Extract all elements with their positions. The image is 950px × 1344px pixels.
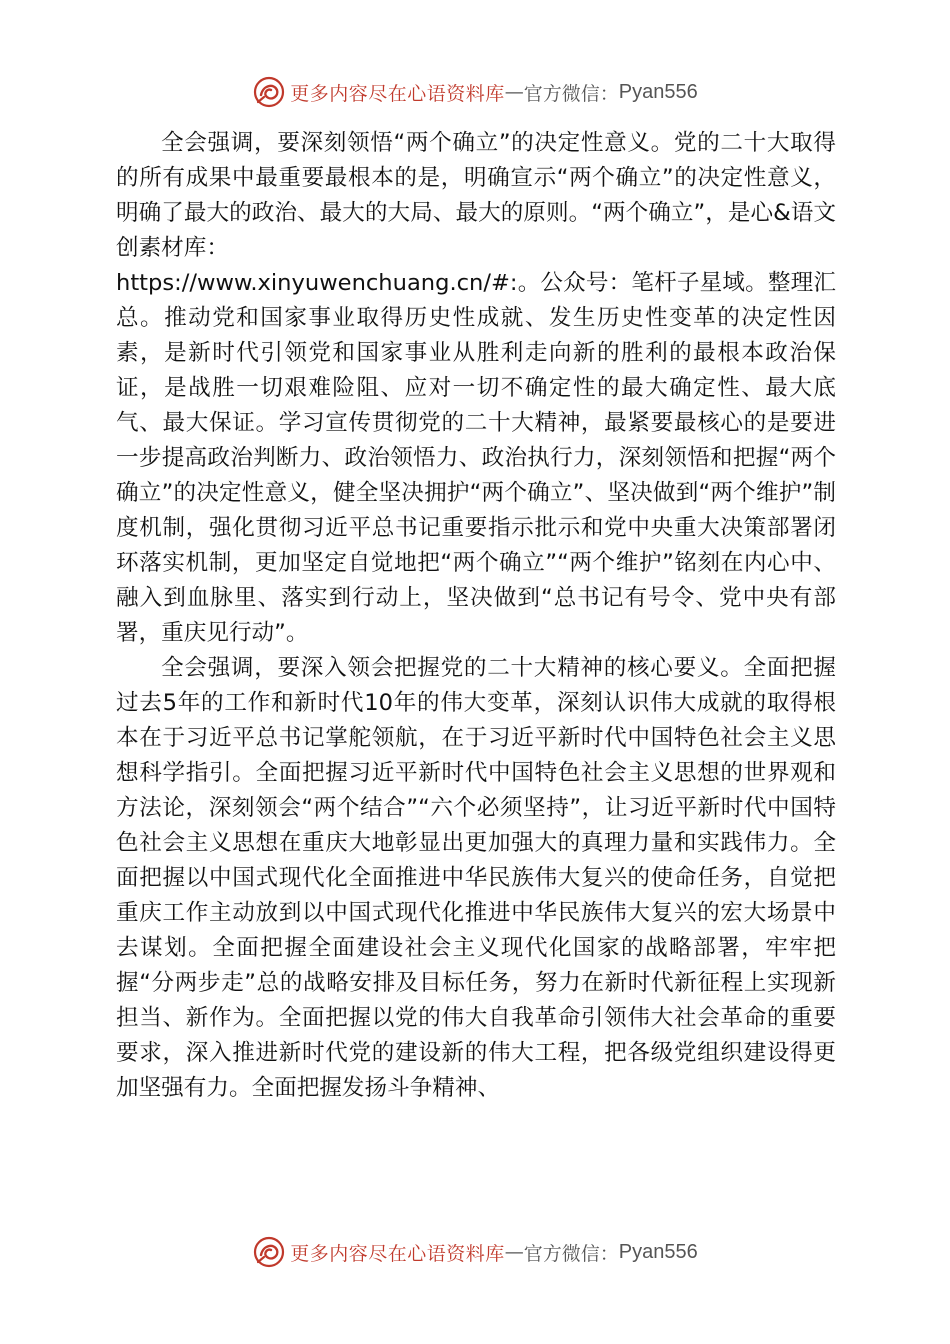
banner-separator: — — [504, 81, 524, 103]
paragraph-3: 全会强调，要深入领会把握党的二十大精神的核心要义。全面把握过去5年的工作和新时代10年的伟大变革，深刻认识伟大成就的取得根本在于习近平总书记掌舵领航，在于习近平新时代中国特色社会主义思想科学指引。全面把握习近平新时代中国特色社会主义思想的世界观和方法论，深刻领会“两个结合”“六个必须坚持”，让习近平新时代中国特色社会主义思想在重庆大地彰显出更加强大的真理力量和实践伟力。全面把握以中国式现代化全面推进中华民族伟大复兴的使命任务，自觉把重庆工作主动放到以中国式现代化推进中华民族伟大复兴的宏大场景中去谋划。全面把握全面建设社会主义现代化国家的战略部署，牢牢把握“分两步走”总的战略安排及目标任务，努力在新时代新征程上实现新担当、新作为。全面把握以党的伟大自我革命引领伟大社会革命的重要要求，深入推进新时代党的建设新的伟大工程，把各级党组织建设得更加坚强有力。全面把握发扬斗争精神、 — [116, 655, 836, 1101]
banner-wechat-id: Pyan556 — [618, 1240, 698, 1263]
banner-text: 更多内容尽在心语资料库 — [290, 1242, 505, 1265]
paragraph-1: 全会强调，要深刻领悟“两个确立”的决定性意义。党的二十大取得的所有成果中最重要最根本的是，明确宣示“两个确立”的决定性意义，明确了最大的政治、最大的大局、最大的原则。“两个确立”，是心&语文创素材库： — [116, 130, 836, 261]
header-banner — [0, 72, 950, 112]
paragraph-2: https://www.xinyuwenchuang.cn/#:。公众号：笔杆子星域。整理汇总。推动党和国家事业取得历史性成就、发生历史性变革的决定性因素，是新时代引领党和国家事业从胜利走向新的胜利的最根本政治保证，是战胜一切艰难险阻、应对一切不确定性的最大确定性、最大底气、最大保证。学习宣传贯彻党的二十大精神，最紧要最核心的是要进一步提高政治判断力、政治领悟力、政治执行力，深刻领悟和把握“两个确立”的决定性意义，健全坚决拥护“两个确立”、坚决做到“两个维护”制度机制，强化贯彻习近平总书记重要指示批示和党中央重大决策部署闭环落实机制，更加坚定自觉地把“两个确立”“两个维护”铭刻在内心中、融入到血脉里、落实到行动上，坚决做到“总书记有号令、党中央有部署，重庆见行动”。 — [116, 270, 836, 646]
banner-separator: — — [504, 1241, 524, 1263]
banner-wechat-label: 官方微信： — [523, 82, 619, 105]
swirl-logo-icon — [252, 75, 286, 109]
footer-banner — [0, 1232, 950, 1272]
banner-wechat-label: 官方微信： — [523, 1242, 619, 1265]
banner-text: 更多内容尽在心语资料库 — [290, 82, 505, 105]
swirl-logo-icon — [252, 1235, 286, 1269]
document-body — [116, 126, 836, 1106]
banner-wechat-id: Pyan556 — [618, 80, 698, 103]
